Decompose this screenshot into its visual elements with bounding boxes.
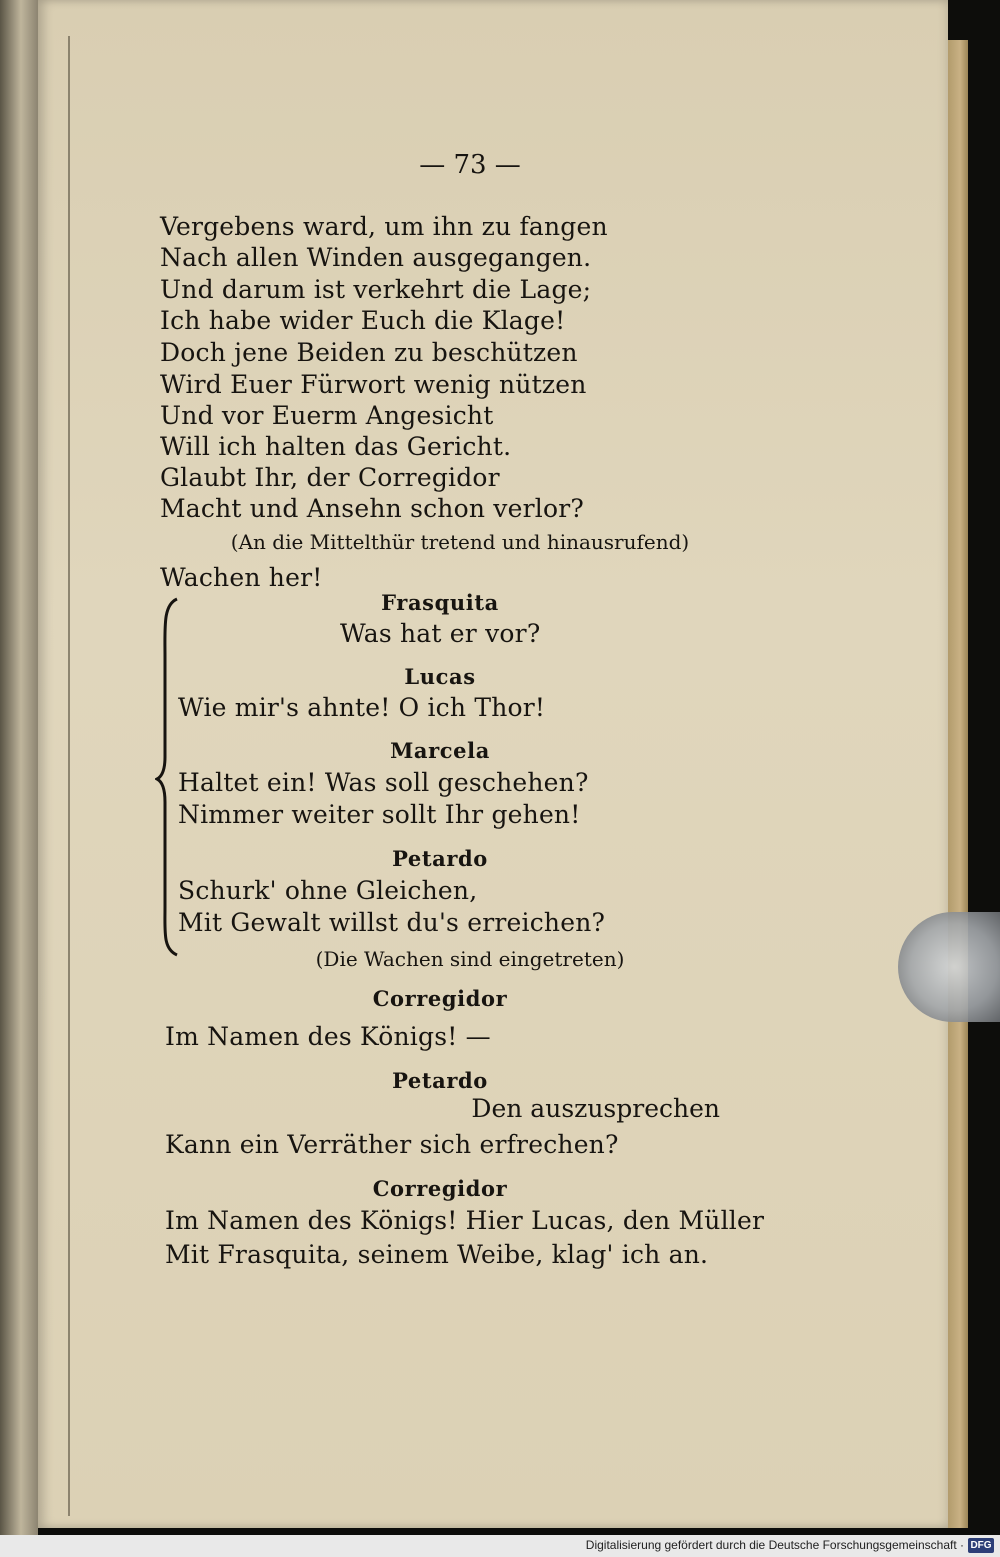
text-line: Glaubt Ihr, der Corregidor [160,463,500,492]
page-clip [898,912,1000,1022]
speaker-name: Lucas [404,664,476,689]
text-line: Nach allen Winden ausgegangen. [160,243,592,272]
speaker-name: Corregidor [372,1176,508,1201]
stage-direction: (An die Mittelthür tretend und hinausrufend) [230,530,690,554]
footer-bar [0,1535,1000,1557]
text-line: Nimmer weiter sollt Ihr gehen! [178,800,581,829]
stage-direction: (Die Wachen sind eingetreten) [315,947,625,971]
text-line: Ich habe wider Euch die Klage! [160,306,566,335]
text-line: Wie mir's ahnte! O ich Thor! [178,693,546,722]
text-line: Wachen her! [160,563,323,592]
page-number: — 73 — [419,150,521,180]
gutter-line [68,36,70,1516]
text-line: Macht und Ansehn schon verlor? [160,494,584,523]
text-line: Vergebens ward, um ihn zu fangen [160,212,608,241]
speaker-name: Petardo [392,846,488,871]
speaker-name: Corregidor [372,986,508,1011]
text-line: Und vor Euerm Angesicht [160,401,494,430]
text-line: Doch jene Beiden zu beschützen [160,338,578,367]
text-line: Im Namen des Königs! — [165,1022,491,1051]
speaker-name: Marcela [390,738,490,763]
text-line: Schurk' ohne Gleichen, [178,876,478,905]
footer-credit: Digitalisierung gefördert durch die Deutsche Forschungsgemeinschaft · [585,1538,964,1552]
text-line: Im Namen des Königs! Hier Lucas, den Müller [165,1206,765,1235]
speaker-name: Frasquita [381,590,499,615]
page-block-edge [948,40,968,1528]
text-line: Mit Gewalt willst du's erreichen? [178,908,606,937]
text-line: Haltet ein! Was soll geschehen? [178,768,589,797]
text-line: Was hat er vor? [340,619,541,648]
adjacent-page-edge [0,0,38,1535]
speaker-name: Petardo [392,1068,488,1093]
text-line: Und darum ist verkehrt die Lage; [160,275,592,304]
text-line: Den auszusprechen [471,1094,720,1123]
text-line: Wird Euer Fürwort wenig nützen [160,370,587,399]
dfg-logo: DFG [968,1538,994,1553]
text-line: Kann ein Verräther sich erfrechen? [165,1130,619,1159]
text-line: Mit Frasquita, seinem Weibe, klag' ich an. [165,1240,709,1269]
text-line: Will ich halten das Gericht. [160,432,512,461]
